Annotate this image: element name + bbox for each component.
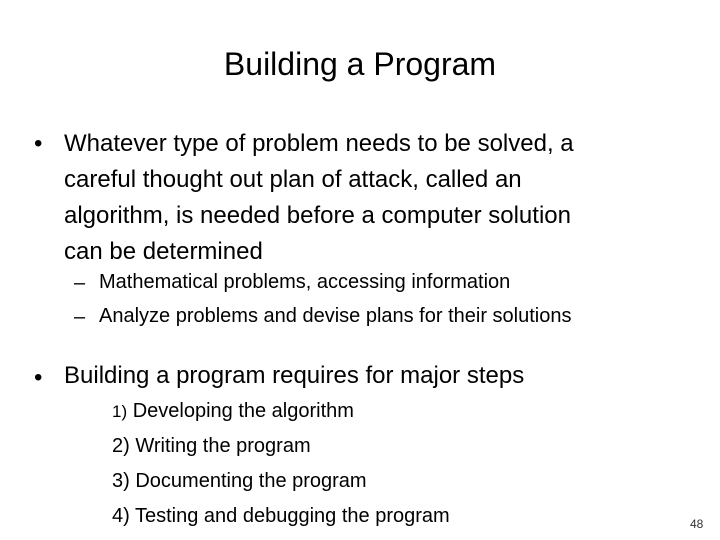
page-number: 48 bbox=[690, 517, 704, 531]
bullet-2-text bbox=[64, 358, 704, 394]
step-3-text: Documenting the program bbox=[135, 470, 367, 492]
step-3 bbox=[112, 471, 367, 491]
bullet-1-line-3: algorithm, is needed before a computer solution bbox=[64, 202, 571, 229]
step-2-number: 2) bbox=[112, 435, 130, 457]
bullet-marker: • bbox=[34, 130, 43, 157]
step-1-number: 1) bbox=[112, 402, 128, 421]
slide-title: Building a Program bbox=[223, 46, 497, 82]
step-4-text: Testing and debugging the program bbox=[135, 505, 450, 527]
sub-bullet-marker: – bbox=[74, 306, 86, 328]
step-2-text: Writing the program bbox=[135, 435, 311, 457]
sub-bullet-marker: – bbox=[74, 272, 86, 294]
sub-bullet-2-text: Analyze problems and devise plans for their solutions bbox=[99, 305, 572, 327]
step-3-number: 3) bbox=[112, 470, 130, 492]
step-1 bbox=[112, 401, 354, 422]
bullet-1-text bbox=[64, 126, 704, 270]
bullet-1-line-1: Whatever type of problem needs to be solved, a bbox=[64, 130, 574, 157]
sub-bullet-1-text: Mathematical problems, accessing information bbox=[99, 271, 511, 293]
step-4-number: 4) bbox=[112, 505, 130, 527]
bullet-1-line-4: can be determined bbox=[64, 238, 263, 265]
step-2 bbox=[112, 436, 311, 456]
bullet-2-line-1: Building a program requires for major steps bbox=[64, 362, 525, 389]
step-1-text: Developing the algorithm bbox=[132, 400, 354, 422]
bullet-1-line-2: careful thought out plan of attack, called an bbox=[64, 166, 522, 193]
bullet-marker: • bbox=[34, 364, 43, 391]
step-4 bbox=[112, 506, 450, 526]
